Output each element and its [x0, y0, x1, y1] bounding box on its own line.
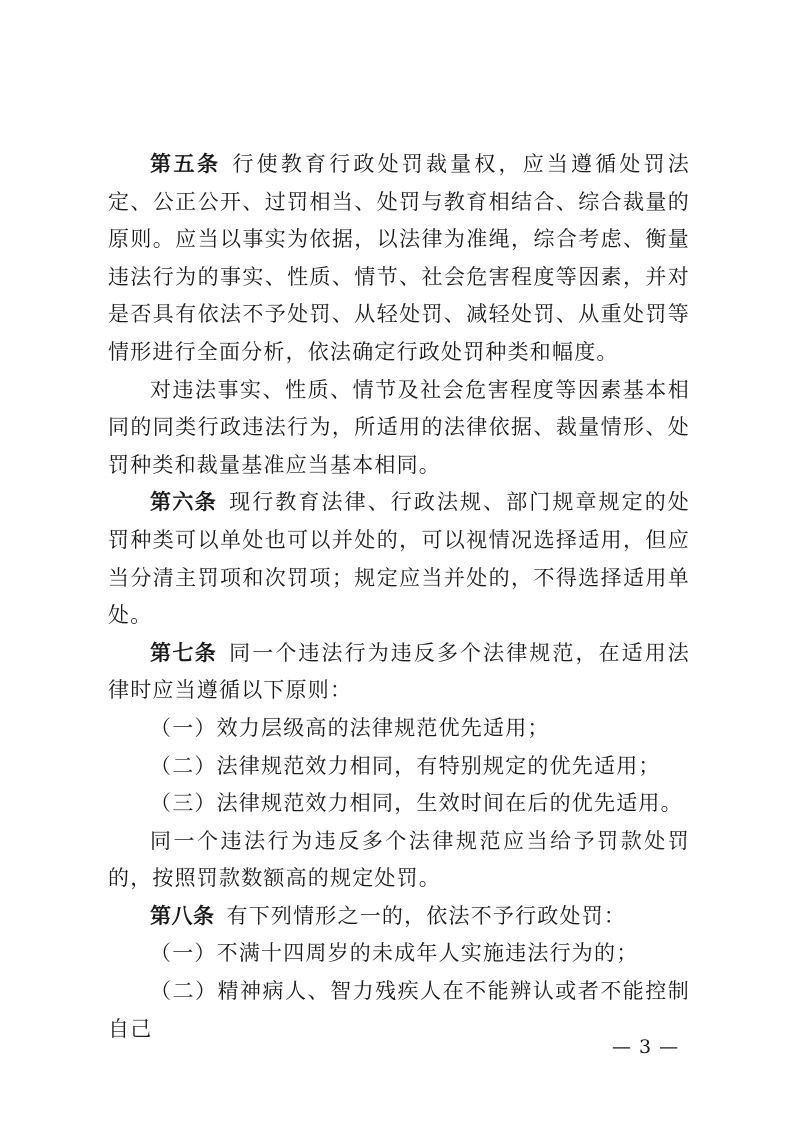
article-6-title: 第六条 — [150, 490, 218, 515]
article-8-text: 有下列情形之一的，依法不予行政处罚： — [226, 903, 627, 928]
document-body — [108, 146, 690, 1048]
article-7-item-3-text: （三）法律规范效力相同，生效时间在后的优先适用。 — [150, 791, 683, 816]
article-6-paragraph — [108, 484, 690, 634]
article-7-paragraph — [108, 635, 690, 710]
article-7-item-1-text: （一）效力层级高的法律规范优先适用； — [150, 715, 550, 740]
article-8-item-1-text: （一）不满十四周岁的未成年人实施违法行为的； — [150, 941, 639, 966]
article-7-title: 第七条 — [150, 640, 218, 665]
article-7-item-3 — [108, 785, 690, 823]
article-8-item-1 — [108, 935, 690, 973]
article-7-item-1 — [108, 710, 690, 748]
article-5-text-2: 对违法事实、性质、情节及社会危害程度等因素基本相同的同类行政违法行为，所适用的法律依据、裁量情形、处罚种类和裁量基准应当基本相同。 — [108, 377, 690, 477]
article-7-item-2 — [108, 748, 690, 786]
article-8-title: 第八条 — [150, 903, 215, 928]
article-8-item-2 — [108, 973, 690, 1048]
article-8-paragraph — [108, 898, 690, 936]
article-8-item-2-text: （二）精神病人、智力残疾人在不能辨认或者不能控制自己 — [108, 979, 690, 1041]
article-6-text: 现行教育法律、行政法规、部门规章规定的处罚种类可以单处也可以并处的，可以视情况选择适用，但应当分清主罚项和次罚项；规定应当并处的，不得选择适用单处。 — [108, 490, 691, 628]
article-7-text: 同一个违法行为违反多个法律规范，在适用法律时应当遵循以下原则： — [108, 640, 691, 703]
article-7-item-2-text: （二）法律规范效力相同，有特别规定的优先适用； — [150, 753, 661, 778]
page-number: — 3 — — [612, 1036, 680, 1058]
article-5-paragraph-2 — [108, 372, 690, 485]
article-7-paragraph-2 — [108, 823, 690, 898]
article-5-paragraph — [108, 146, 690, 372]
article-5-title: 第五条 — [150, 152, 221, 176]
article-5-text: 行使教育行政处罚裁量权，应当遵循处罚法定、公正公开、过罚相当、处罚与教育相结合、综合裁量的原则。应当以事实为依据，以法律为准绳，综合考虑、衡量违法行为的事实、性质、情节、社会危害程度等因素，并对是否具有依法不予处罚、从轻处罚、减轻处罚、从重处罚等情形进行全面分析，依法确定行政处罚种类和幅度。 — [108, 152, 690, 364]
article-7-text-2: 同一个违法行为违反多个法律规范应当给予罚款处罚的，按照罚款数额高的规定处罚。 — [108, 828, 690, 891]
